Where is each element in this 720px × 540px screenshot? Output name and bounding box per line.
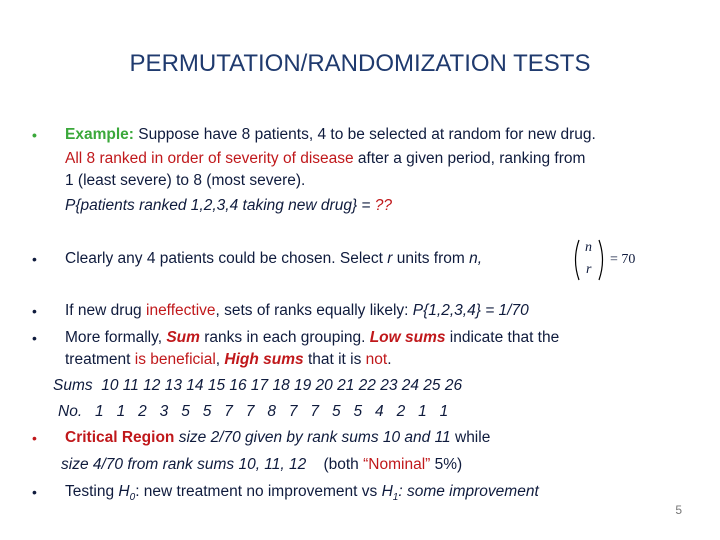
text: H: [381, 483, 393, 500]
text: More formally,: [65, 329, 167, 346]
text: size 4/70 from rank sums 10, 11, 12: [61, 456, 307, 473]
highlight: not: [365, 351, 388, 368]
bullet-icon: •: [32, 330, 37, 346]
text: ,: [215, 351, 225, 368]
formal-line-2: [65, 350, 392, 370]
highlight: Low sums: [369, 329, 446, 346]
text: P{1,2,3,4} = 1/70: [412, 302, 529, 319]
bullet-icon: •: [32, 127, 37, 143]
text: Testing: [65, 483, 119, 500]
binom-value: = 70: [610, 252, 636, 267]
text: size 2/70 given by rank sums 10 and 11: [174, 429, 451, 446]
counts-row: No. 1 1 2 3 5 5 7 7 8 7 7 5 5 4 2 1 1: [58, 403, 449, 420]
text: r: [387, 250, 393, 267]
highlight: ??: [374, 197, 393, 214]
text: H: [118, 483, 130, 500]
binom-top: n: [585, 240, 592, 255]
text: ranks in each grouping.: [199, 329, 370, 346]
text: units from: [392, 250, 470, 267]
highlight: is beneficial: [134, 351, 216, 368]
highlight: Critical Region: [65, 429, 175, 446]
binomial-coefficient: [572, 238, 638, 282]
parentheses-icon: [572, 238, 612, 282]
text: Clearly any 4 patients could be chosen. Select: [65, 250, 388, 267]
slide-title: PERMUTATION/RANDOMIZATION TESTS: [129, 50, 591, 77]
binom-bottom: r: [586, 262, 592, 277]
formal-line-1: [65, 328, 559, 348]
example-line-4: [65, 196, 392, 216]
text: : some improvement: [398, 483, 539, 500]
bullet-icon: •: [32, 484, 37, 500]
text: 0: [129, 492, 136, 504]
text: 1: [392, 492, 399, 504]
text: Suppose have 8 patients, 4 to be selected at random for new drug.: [133, 126, 596, 143]
text: , sets of ranks equally likely:: [215, 302, 413, 319]
text: indicate that the: [445, 329, 560, 346]
critical-line-2: [61, 455, 462, 475]
text: 5%): [430, 456, 463, 473]
text: (both: [306, 456, 364, 473]
text: n,: [469, 250, 483, 267]
highlight: “Nominal”: [363, 456, 431, 473]
sums-row: Sums 10 11 12 13 14 15 16 17 18 19 20 21 22 23 24 25 26: [53, 377, 463, 394]
page-number: 5: [675, 503, 682, 517]
highlight: Sum: [166, 329, 200, 346]
example-line-1: [65, 125, 596, 145]
text: after a given period, ranking from: [353, 150, 586, 167]
text: If new drug: [65, 302, 146, 319]
text: that it is: [303, 351, 366, 368]
highlight: All 8 ranked in order of severity of disease: [65, 150, 354, 167]
example-label: Example:: [65, 126, 134, 143]
text: while: [450, 429, 491, 446]
text: .: [387, 351, 392, 368]
text: P{patients ranked 1,2,3,4 taking new drug} =: [65, 197, 375, 214]
ineffective-line: [65, 301, 529, 321]
bullet-icon: •: [32, 303, 37, 319]
choose-line: [65, 249, 482, 269]
critical-line-1: [65, 428, 490, 448]
example-line-2: [65, 149, 585, 169]
highlight: ineffective: [146, 302, 216, 319]
bullet-icon: •: [32, 430, 37, 446]
text: treatment: [65, 351, 135, 368]
testing-line: [65, 482, 539, 508]
bullet-icon: •: [32, 251, 37, 267]
example-line-3: 1 (least severe) to 8 (most severe).: [65, 172, 306, 189]
highlight: High sums: [224, 351, 304, 368]
text: : new treatment no improvement vs: [135, 483, 382, 500]
